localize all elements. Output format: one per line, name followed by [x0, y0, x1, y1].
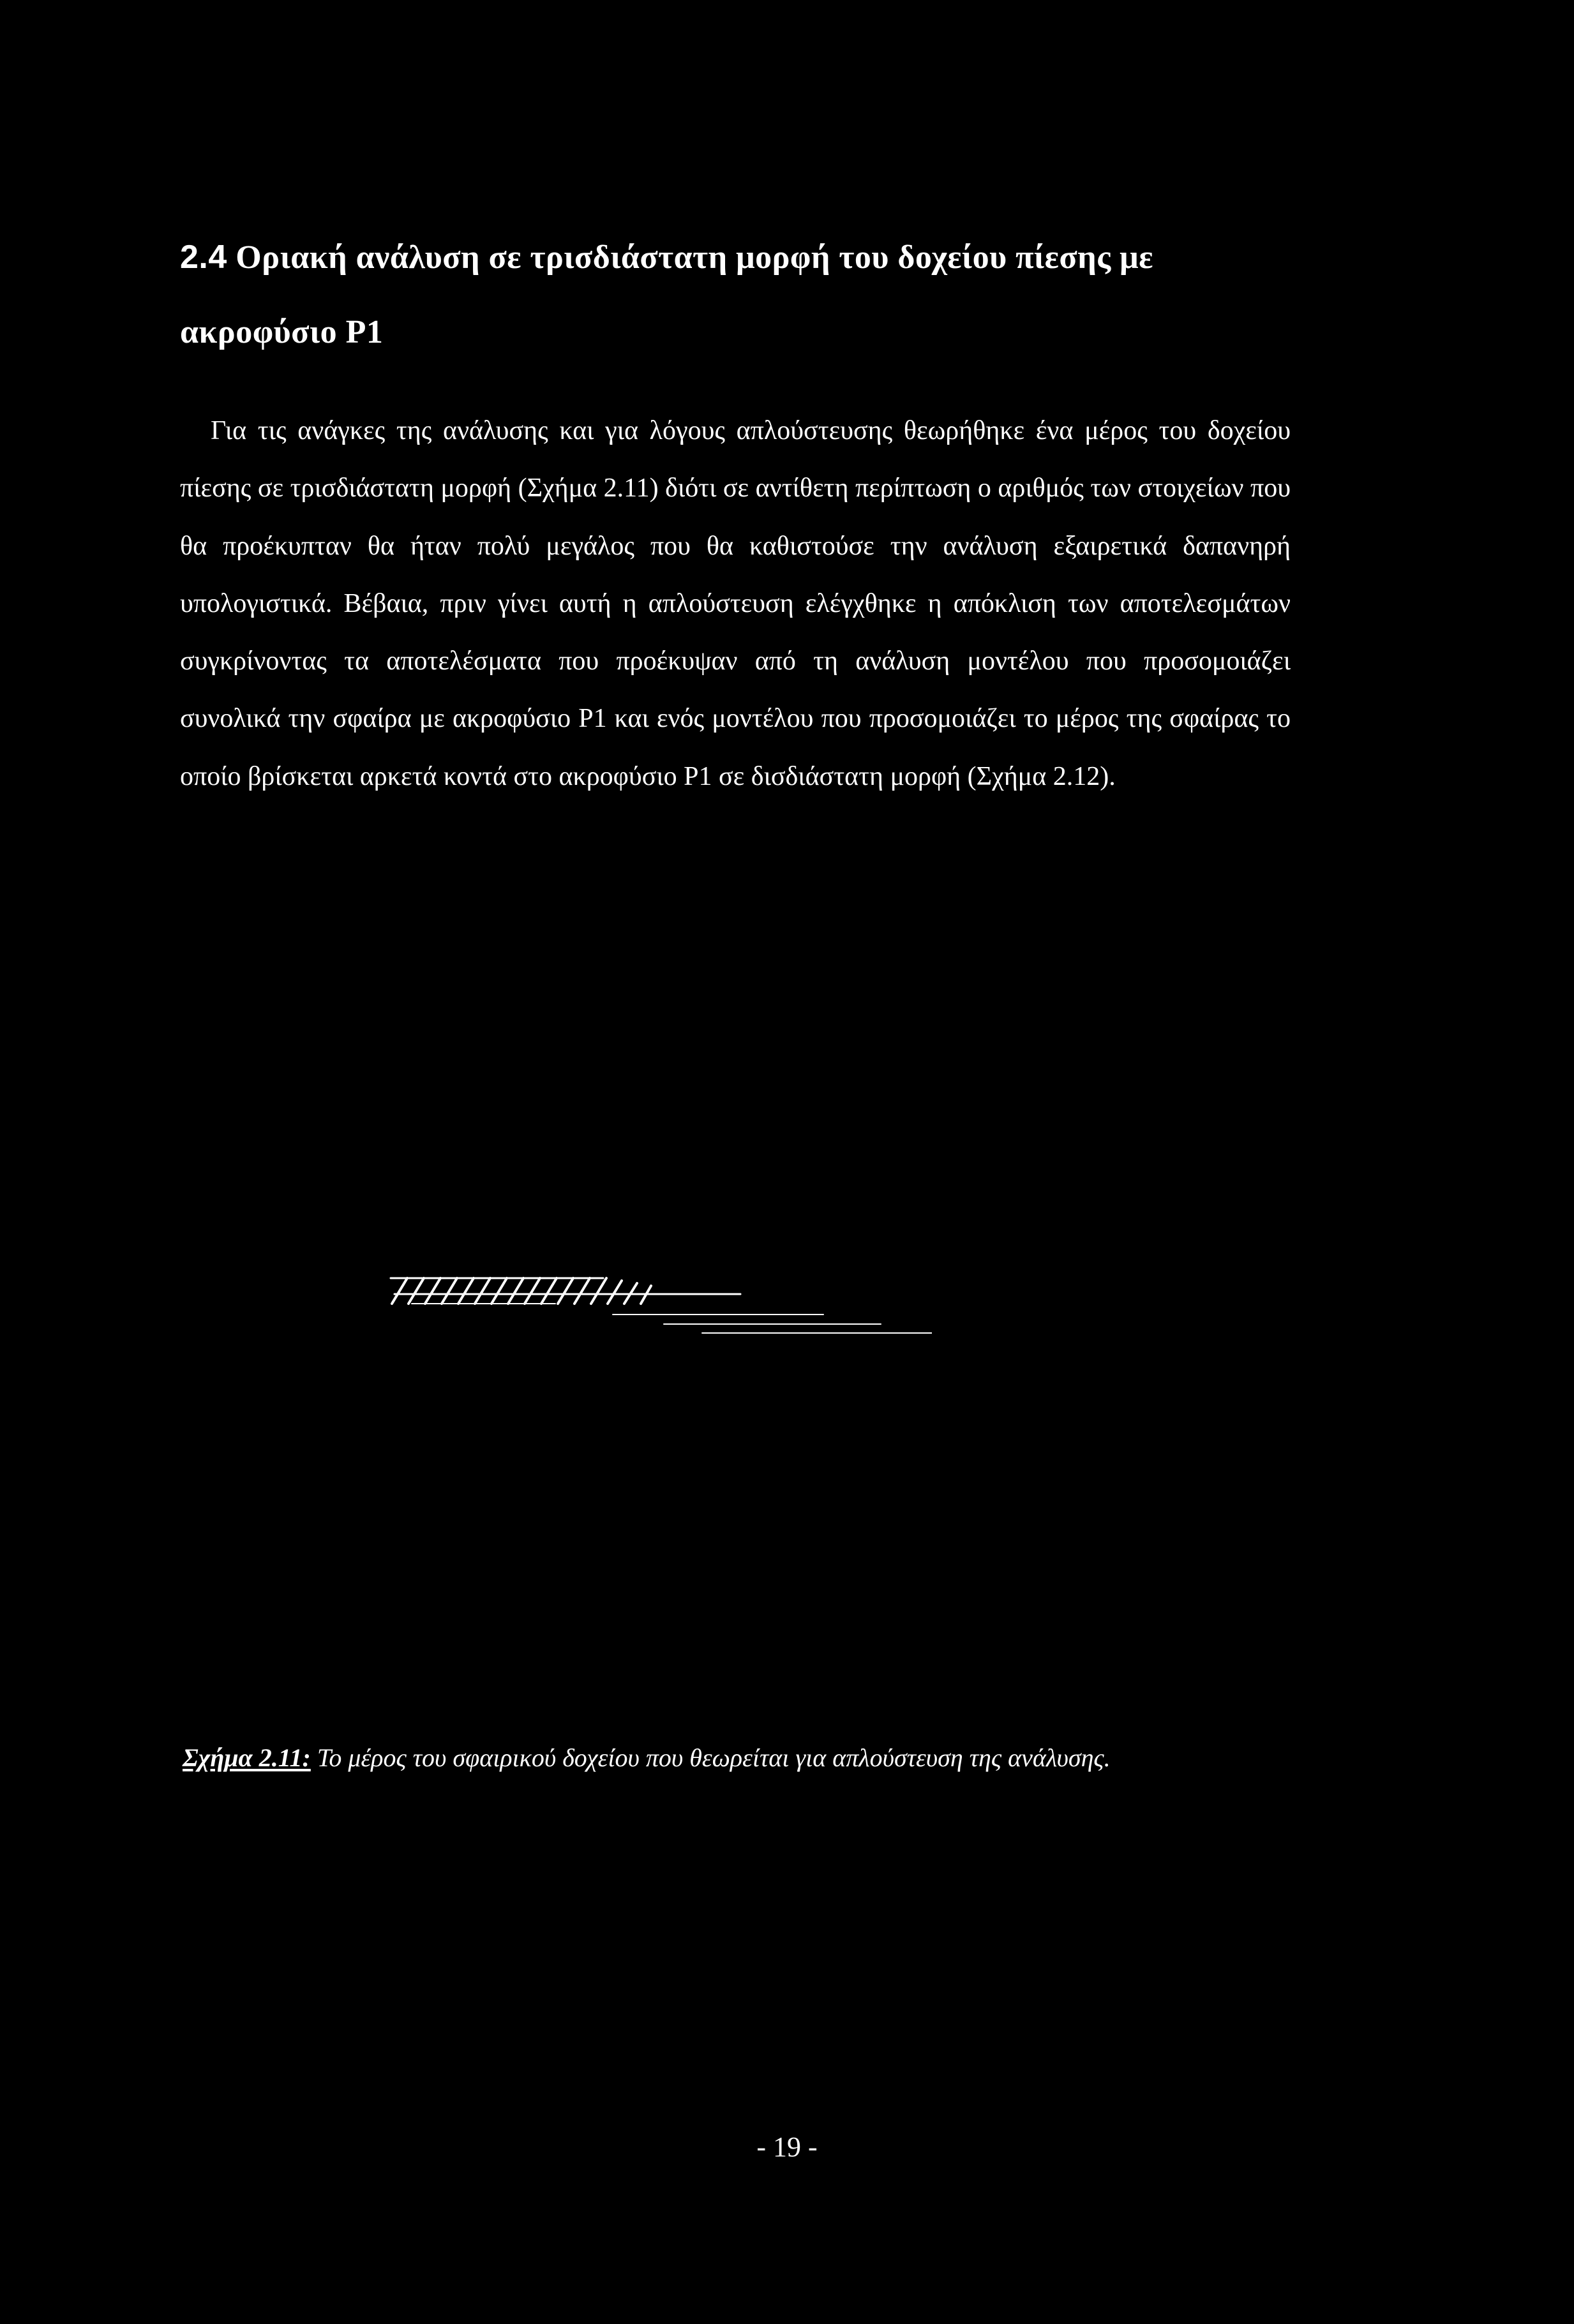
figure-caption-label: Σχήμα 2.11:: [183, 1743, 311, 1772]
page-number: - 19 -: [756, 2131, 818, 2163]
figure-sphere-part-image: [383, 1267, 932, 1350]
section-heading: [180, 220, 1291, 369]
figure-caption: [183, 1739, 1293, 1777]
body-paragraph: Για τις ανάγκες της ανάλυσης και για λόγους απλούστευσης θεωρήθηκε ένα μέρος του δοχείου πίεσης σε τρισδιάστατη μορφή (Σχήμα 2.11) διότι σε αντίθετη περίπτωση ο αριθμός των στοιχείων που θα προέκυπταν θα ήταν πολύ μεγάλος που θα καθιστούσε την ανάλυση εξαιρετικά δαπανηρή υπολογιστικά. Βέβαια, πριν γίνει αυτή η απλούστευση ελέγχθηκε η απόκλιση των αποτελεσμάτων συγκρίνοντας τα αποτελέσματα που προέκυψαν από τη ανάλυση μοντέλου που προσομοιάζει συνολικά την σφαίρα με ακροφύσιο Ρ1 και ενός μοντέλου που προσομοιάζει το μέρος της σφαίρας το οποίο βρίσκεται αρκετά κοντά στο ακροφύσιο Ρ1 σε δισδιάστατη μορφή (Σχήμα 2.12).: [180, 416, 1291, 791]
section-number: 2.4: [180, 239, 227, 276]
figure-caption-text: Το μέρος του σφαιρικού δοχείου που θεωρείται για απλούστευση της ανάλυσης.: [317, 1743, 1111, 1772]
section-title: Οριακή ανάλυση σε τρισδιάστατη μορφή του δοχείου πίεσης με ακροφύσιο Ρ1: [180, 239, 1153, 350]
figure-sphere-part: [383, 1267, 932, 1350]
